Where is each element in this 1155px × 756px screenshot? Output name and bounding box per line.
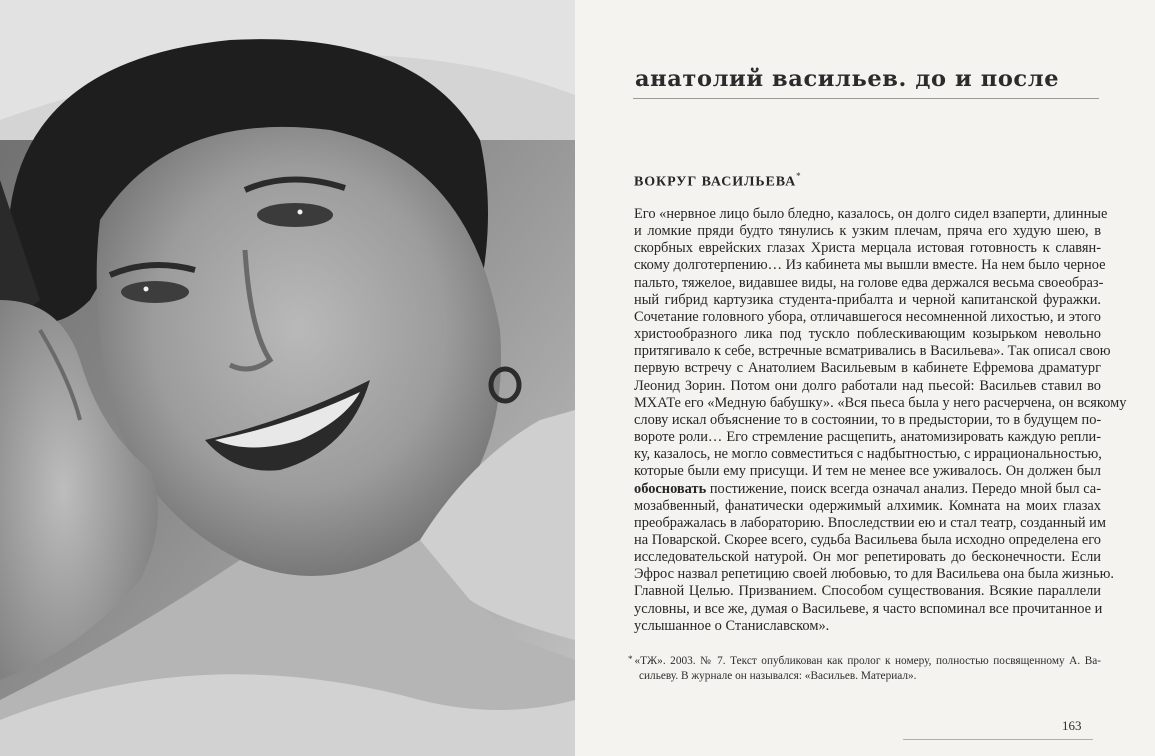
body-line: Главной Целью. Призванием. Способом существования. Всякие параллели <box>634 583 1101 600</box>
footnote-line <box>628 654 1101 669</box>
folio-rule <box>903 739 1093 740</box>
body-line: исследовательской натурой. Он мог репетировать до бесконечности. Если <box>634 549 1101 566</box>
body-line: условны, и все же, думая о Васильеве, я часто вспоминал все прочитанное и <box>634 600 1103 617</box>
running-title: анатолий васильев. до и после <box>635 66 1060 92</box>
portrait-photo <box>0 0 575 756</box>
footnote-line-text: «ТЖ». 2003. № 7. Текст опубликован как пролог к номеру, полностью посвященному А. Ва- <box>634 655 1101 667</box>
body-line: христообразного лика под тускло поблескивающим козырьком невольно <box>634 326 1101 343</box>
body-line: и ломкие пряди будто тянулись к узким плечам, пряча его худую шею, в <box>634 223 1101 240</box>
body-line: Сочетание головного убора, отличавшегося несомненной лихостью, и этого <box>634 308 1101 325</box>
section-heading <box>634 172 801 191</box>
body-text <box>634 206 1127 635</box>
emphasis-line-rest: постижение, поиск всегда означал анализ. Передо мной был са- <box>706 480 1101 497</box>
footnote-line: сильеву. В журнале он назывался: «Васильев. Материал». <box>639 670 917 682</box>
body-line: ный гибрид картузика студента-прибалта и черной капитанской фуражки. <box>634 291 1101 308</box>
title-rule <box>633 98 1099 99</box>
body-line: Леонид Зорин. Потом они долго работали над пьесой: Васильев ставил во <box>634 377 1101 394</box>
page-number: 163 <box>1062 718 1082 733</box>
body-line: МХАТе его «Медную бабушку». «Вся пьеса была у него расчерчена, он всякому <box>634 394 1127 411</box>
body-line: слову искал объяснение то в состоянии, то в предыстории, то в будущем по- <box>634 411 1102 428</box>
body-line: скому долготерпению… Из кабинета мы вышли вместе. На нем было черное <box>634 257 1106 274</box>
body-line: которые были ему присущи. И тем не менее все уживалось. Он должен был <box>634 463 1101 480</box>
body-line: преображалась в лабораторию. Впоследствии ею и стал театр, созданный им <box>634 514 1106 531</box>
body-line: на Поварской. Скорее всего, судьба Васильева была исходно определена его <box>634 531 1101 548</box>
body-line: Эфрос назвал репетицию своей любовью, то для Васильева она была жизнью. <box>634 566 1114 583</box>
emphasis-word: обосновать <box>634 480 707 497</box>
body-line: ку, казалось, не могло совместиться с надбытностью, с иррациональностью, <box>634 446 1102 463</box>
body-line: первую встречу с Анатолием Васильевым в кабинете Ефремова драматург <box>634 360 1101 377</box>
body-line: мозабвенный, фанатически одержимый алхимик. Комната на моих глазах <box>634 497 1101 514</box>
body-line-emphasis <box>634 481 1101 498</box>
footnote-reference: * <box>796 171 801 181</box>
body-line: притягивало к себе, встречные всматривались в Васильева». Так описал свою <box>634 343 1111 360</box>
section-heading-text: ВОКРУГ ВАСИЛЬЕВА <box>634 174 797 190</box>
body-line: пальто, тяжелое, видавшее виды, на голове едва держался весьма своеобраз- <box>634 274 1104 291</box>
portrait-illustration <box>0 0 575 756</box>
body-line: вороте роли… Его стремление расщепить, анатомизировать каждую репли- <box>634 429 1101 446</box>
body-line: Его «нервное лицо было бледно, казалось, он долго сидел взаперти, длинные <box>634 206 1108 222</box>
text-page <box>575 0 1155 756</box>
footnote-mark: * <box>628 654 633 664</box>
body-line-last: услышанное о Станиславском». <box>634 617 830 634</box>
body-line: скорбных еврейских глазах Христа мерцала истовая готовность к славян- <box>634 240 1101 257</box>
footnote <box>628 654 1101 684</box>
